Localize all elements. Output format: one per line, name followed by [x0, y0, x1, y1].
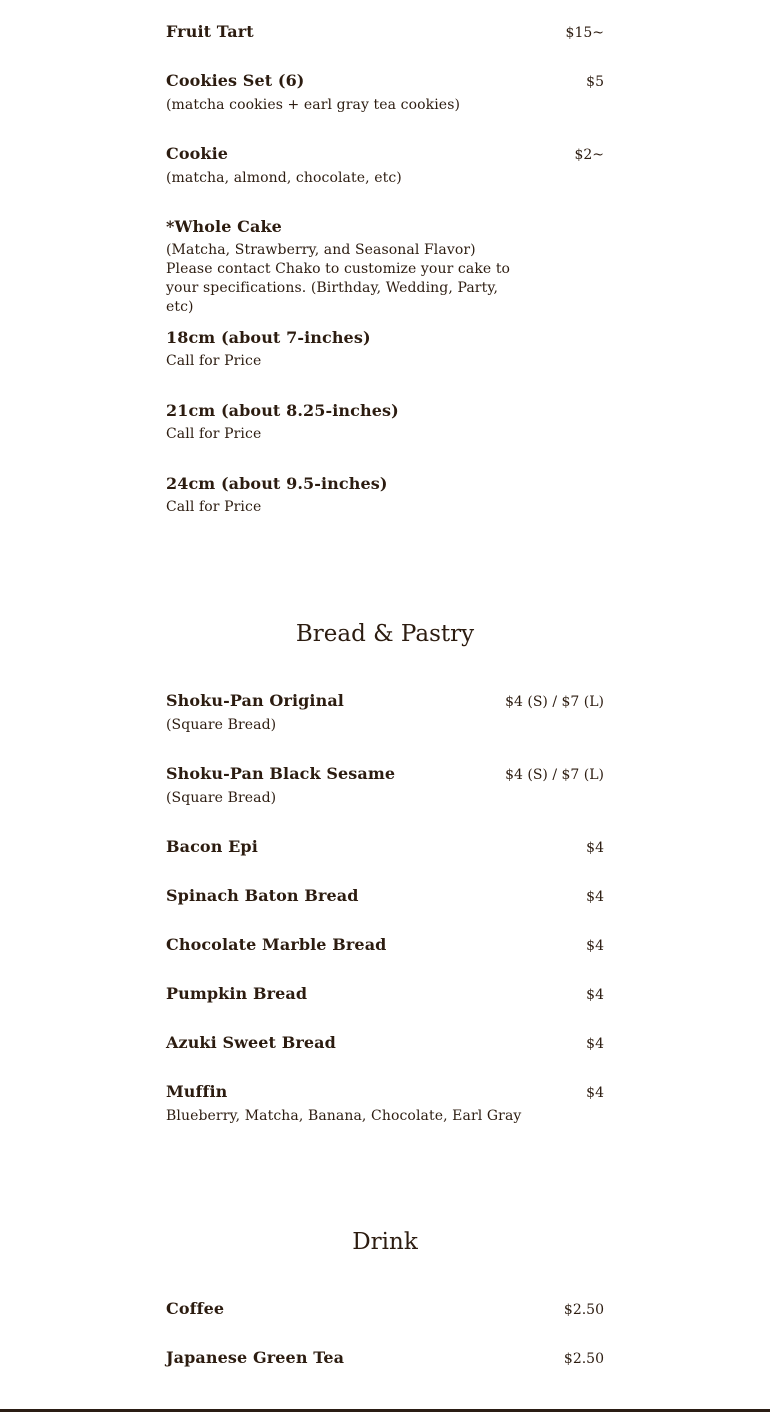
item-price: $4 (S) / $7 (L): [505, 694, 604, 710]
menu-item-cake-18cm: [166, 328, 604, 371]
menu-item-chocolate-marble-bread: [166, 935, 604, 956]
menu-item-bacon-epi: [166, 837, 604, 858]
menu-item-japanese-green-tea: [166, 1348, 604, 1369]
item-name: Bacon Epi: [166, 837, 258, 856]
item-description: (matcha cookies + earl gray tea cookies): [166, 97, 461, 113]
item-price: $2~: [574, 147, 604, 163]
item-price: $15~: [565, 25, 604, 41]
item-description: Call for Price: [166, 499, 262, 515]
menu-item-whole-cake: [166, 217, 604, 317]
item-name: Fruit Tart: [166, 22, 254, 41]
item-name: 21cm (about 8.25-inches): [166, 401, 399, 420]
item-description: Blueberry, Matcha, Banana, Chocolate, Earl Gray: [166, 1108, 522, 1124]
section-title-drink: Drink: [352, 1229, 418, 1255]
section-title-bread-pastry: Bread & Pastry: [295, 621, 475, 647]
item-price: $4: [586, 1085, 604, 1101]
item-name: 18cm (about 7-inches): [166, 328, 371, 347]
item-price: $2.50: [563, 1302, 604, 1318]
menu-item-cake-24cm: [166, 474, 604, 517]
menu-item-muffin: [166, 1082, 604, 1126]
item-price: $4: [586, 987, 604, 1003]
item-description: (Matcha, Strawberry, and Seasonal Flavor) Please contact Chako to customize your cake to your specifications. (Birthday, Wedding, Party, etc): [166, 242, 511, 315]
item-name: Shoku-Pan Black Sesame: [166, 764, 396, 783]
menu-item-spinach-baton-bread: [166, 886, 604, 907]
item-price: $4: [586, 840, 604, 856]
item-price: $4: [586, 889, 604, 905]
item-name: Azuki Sweet Bread: [166, 1033, 336, 1052]
item-price: $5: [586, 74, 604, 90]
item-name: Chocolate Marble Bread: [166, 935, 387, 954]
item-name: Coffee: [166, 1299, 225, 1318]
item-name: Spinach Baton Bread: [166, 886, 359, 905]
menu-item-azuki-sweet-bread: [166, 1033, 604, 1054]
item-description: Call for Price: [166, 353, 262, 369]
item-name: Japanese Green Tea: [166, 1348, 345, 1367]
item-name: Pumpkin Bread: [166, 984, 308, 1003]
item-name: Muffin: [166, 1082, 228, 1101]
menu-item-cake-21cm: [166, 401, 604, 444]
item-description: (Square Bread): [166, 717, 277, 733]
item-price: $4: [586, 938, 604, 954]
menu-item-shoku-pan-original: [166, 691, 604, 735]
menu-item-fruit-tart: [166, 22, 604, 43]
item-name: Shoku-Pan Original: [166, 691, 344, 710]
item-description: (Square Bread): [166, 790, 277, 806]
item-price: $4: [586, 1036, 604, 1052]
item-name: Cookie: [166, 144, 229, 163]
item-name: Cookies Set (6): [166, 71, 305, 90]
menu-item-pumpkin-bread: [166, 984, 604, 1005]
menu-item-cookie: [166, 144, 604, 188]
item-name: *Whole Cake: [166, 217, 282, 236]
item-description: (matcha, almond, chocolate, etc): [166, 170, 402, 186]
item-price: $4 (S) / $7 (L): [505, 767, 604, 783]
item-description: Call for Price: [166, 426, 262, 442]
item-name: 24cm (about 9.5-inches): [166, 474, 388, 493]
menu-item-shoku-pan-black-sesame: [166, 764, 604, 808]
menu-item-coffee: [166, 1299, 604, 1320]
menu-item-cookies-set: [166, 71, 604, 115]
item-price: $2.50: [563, 1351, 604, 1367]
